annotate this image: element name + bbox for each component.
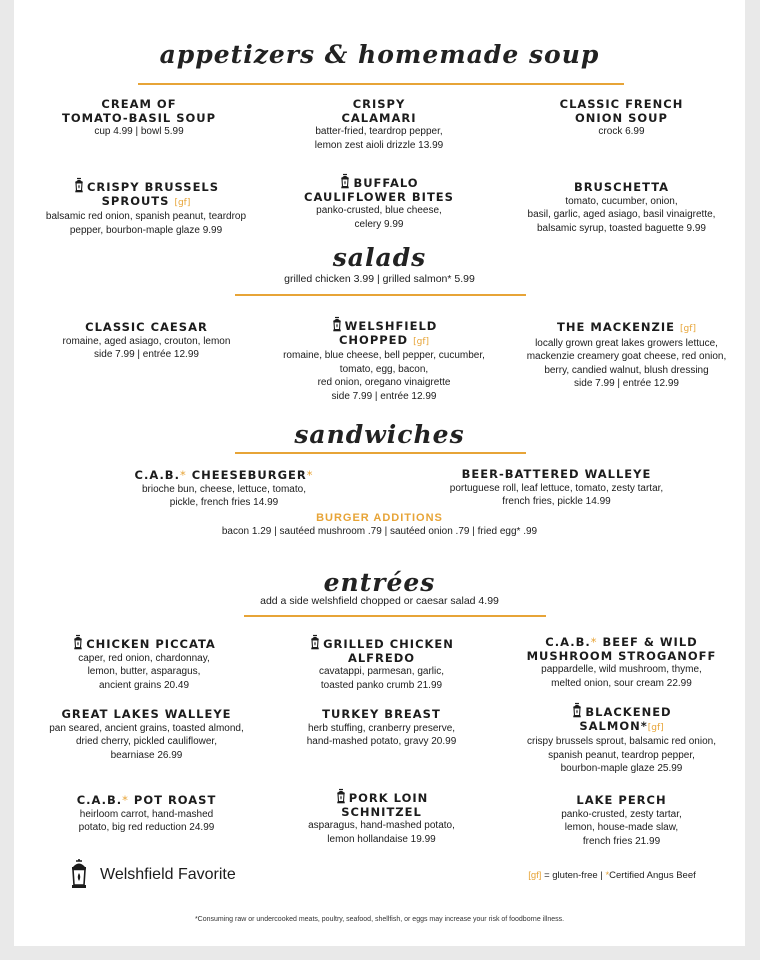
menu-item-welshfield-chopped [269, 316, 499, 403]
menu-item-beef-stroganoff [504, 636, 739, 690]
item-description: side 7.99 | entrée 12.99 [94, 349, 199, 360]
favorite-legend [68, 858, 328, 892]
menu-item-bruschetta [509, 181, 734, 235]
item-description: cup 4.99 | bowl 5.99 [94, 126, 184, 137]
item-description: lemon zest aioli drizzle 13.99 [314, 139, 444, 151]
item-name: CHOPPED [338, 332, 409, 347]
item-description: bourbon-maple glaze 25.99 [560, 763, 683, 774]
item-name: ALFREDO [347, 650, 416, 665]
item-name: THE MACKENZIE [557, 320, 676, 334]
sandwiches-heading: sandwiches [294, 420, 465, 449]
item-name: SCHNITZEL [341, 804, 422, 819]
entrees-heading: entrées [323, 568, 436, 597]
item-name: ONION SOUP [575, 110, 668, 125]
foodborne-illness-disclaimer: *Consuming raw or undercooked meats, poultry, seafood, shellfish, or eggs may increase your risk of foodborne illness. [194, 916, 565, 923]
gluten-free-badge: [gf] [680, 324, 696, 334]
item-description: french fries, pickle 14.99 [502, 496, 611, 507]
lantern-icon [335, 788, 347, 804]
item-name: SPROUTS [101, 193, 170, 208]
item-description: portuguese roll, leaf lettuce, tomato, zesty tartar, [449, 482, 664, 494]
item-name: CRISPY [352, 97, 406, 111]
item-name: CALAMARI [341, 110, 417, 125]
cab-mark: * [306, 468, 314, 482]
lantern-icon [68, 858, 90, 890]
menu-item-pork-loin-schnitzel [279, 788, 484, 846]
item-description: bearniase 26.99 [110, 749, 183, 761]
lantern-icon [571, 702, 583, 718]
menu-item-grilled-chicken-alfredo [279, 634, 484, 692]
menu-item-cab-cheeseburger [104, 469, 344, 510]
cab-mark: * [590, 635, 598, 649]
burger-additions-title: BURGER ADDITIONS [316, 512, 443, 524]
item-description: batter-fried, teardrop pepper, [315, 126, 443, 137]
item-name: TOMATO-BASIL SOUP [61, 110, 217, 125]
item-name: SALMON* [579, 718, 648, 733]
item-name: BEER-BATTERED WALLEYE [461, 467, 652, 481]
gluten-free-badge: [gf] [174, 197, 191, 208]
item-description: crock 6.99 [598, 126, 645, 137]
cab-legend-text: Certified Angus Beef [609, 870, 696, 881]
item-description: pan seared, ancient grains, toasted almond, [49, 722, 244, 734]
item-description: red onion, oregano vinaigrette [317, 377, 451, 388]
item-description: brioche bun, cheese, lettuce, tomato, [142, 483, 306, 495]
lantern-icon [339, 173, 351, 189]
item-name: CAULIFLOWER BITES [304, 189, 454, 204]
menu-item-crispy-calamari [269, 98, 489, 152]
item-name-prefix: C.A.B. [134, 468, 180, 482]
item-name: BUFFALO [353, 176, 419, 190]
item-description: pickle, french fries 14.99 [169, 497, 279, 508]
symbols-legend [492, 870, 732, 881]
item-description: toasted panko crumb 21.99 [320, 679, 443, 691]
gluten-free-badge: [gf] [647, 722, 664, 733]
appetizers-divider [138, 83, 624, 85]
menu-item-cauliflower-bites [269, 173, 489, 231]
menu-item-tomato-basil-soup [34, 98, 244, 139]
gluten-free-badge: [gf] [528, 870, 542, 881]
item-description: balsamic syrup, toasted baguette 9.99 [537, 222, 706, 234]
item-description: herb stuffing, cranberry preserve, [307, 722, 456, 734]
item-name: CHICKEN PICCATA [86, 637, 216, 651]
item-description: caper, red onion, chardonnay, [78, 652, 210, 664]
item-name: GREAT LAKES WALLEYE [61, 707, 232, 721]
item-name-prefix: C.A.B. [545, 635, 591, 649]
entrees-side-note: add a side welshfield chopped or caesar salad 4.99 [260, 595, 499, 607]
salads-divider [235, 294, 526, 296]
menu-item-turkey-breast [279, 708, 484, 749]
item-description: tomato, cucumber, onion, [565, 195, 678, 207]
gluten-free-legend-text: = gluten-free | [541, 870, 606, 881]
menu-item-blackened-salmon [504, 702, 739, 776]
menu-item-cab-pot-roast [44, 794, 249, 835]
item-name: MUSHROOM STROGANOFF [526, 648, 717, 663]
menu-item-classic-caesar [44, 321, 249, 362]
item-name: LAKE PERCH [576, 793, 667, 807]
gluten-free-badge: [gf] [413, 336, 430, 347]
item-name: WELSHFIELD [344, 319, 438, 333]
item-description: romaine, blue cheese, bell pepper, cucumber, [283, 350, 485, 361]
item-description: hand-mashed potato, gravy 20.99 [306, 736, 457, 747]
item-description: asparagus, hand-mashed potato, [308, 820, 455, 831]
salads-heading: salads [332, 243, 427, 272]
item-description: crispy brussels sprout, balsamic red onion, [527, 736, 716, 747]
item-name: BEEF & WILD [597, 635, 698, 649]
item-description: lemon hollandaise 19.99 [327, 833, 436, 845]
item-name: CHEESEBURGER [186, 468, 307, 482]
item-name-prefix: C.A.B. [76, 793, 123, 807]
menu-item-brussels-sprouts [28, 177, 264, 237]
item-description: ancient grains 20.49 [98, 679, 190, 691]
item-description: locally grown great lakes growers lettuce, [535, 337, 718, 349]
item-name: CREAM OF [101, 97, 177, 111]
item-description: spanish peanut, teardrop pepper, [548, 749, 695, 761]
item-description: cavatappi, parmesan, garlic, [318, 666, 445, 677]
item-name: CLASSIC CAESAR [85, 320, 208, 334]
item-description: romaine, aged asiago, crouton, lemon [62, 335, 231, 347]
item-description: tomato, egg, bacon, [339, 363, 429, 375]
salads-addons: grilled chicken 3.99 | grilled salmon* 5.99 [284, 273, 475, 285]
menu-item-chicken-piccata [44, 634, 244, 692]
menu-item-french-onion-soup [514, 98, 729, 139]
item-description: lemon, house-made slaw, [564, 822, 679, 833]
item-description: berry, candied walnut, blush dressing [544, 364, 709, 376]
item-name: TURKEY BREAST [322, 707, 441, 721]
item-description: mackenzie creamery goat cheese, red onion, [526, 351, 727, 362]
item-description: dried cherry, pickled cauliflower, [76, 736, 217, 747]
item-name: POT ROAST [128, 793, 217, 807]
item-description: heirloom carrot, hand-mashed [79, 808, 214, 820]
menu-item-great-lakes-walleye [34, 708, 259, 762]
cab-mark: * [179, 468, 187, 482]
menu-item-lake-perch [514, 794, 729, 848]
item-description: panko-crusted, zesty tartar, [561, 808, 682, 820]
sandwiches-divider [235, 452, 526, 454]
entrees-divider [244, 615, 546, 617]
cab-mark: * [122, 793, 129, 807]
item-description: pappardelle, wild mushroom, thyme, [541, 664, 702, 675]
menu-item-the-mackenzie [514, 321, 739, 391]
item-description: melted onion, sour cream 22.99 [551, 677, 692, 689]
item-description: french fries 21.99 [582, 835, 661, 847]
item-name: BLACKENED [585, 705, 672, 719]
lantern-icon [309, 634, 321, 650]
item-description: side 7.99 | entrée 12.99 [574, 378, 679, 389]
appetizers-heading: appetizers & homemade soup [159, 40, 600, 69]
favorite-legend-label: Welshfield Favorite [100, 866, 236, 883]
burger-additions-list: bacon 1.29 | sautéed mushroom .79 | sautéed onion .79 | fried egg* .99 [221, 526, 538, 537]
item-name: CRISPY BRUSSELS [86, 180, 220, 194]
lantern-icon [331, 316, 343, 332]
item-description: side 7.99 | entrée 12.99 [331, 390, 437, 402]
cab-mark: * [605, 870, 610, 881]
lantern-icon [72, 634, 84, 650]
item-description: celery 9.99 [354, 218, 404, 230]
item-name: GRILLED CHICKEN [323, 637, 454, 651]
item-description: lemon, butter, asparagus, [87, 666, 201, 677]
item-description: panko-crusted, blue cheese, [316, 205, 442, 216]
item-description: potato, big red reduction 24.99 [78, 822, 215, 833]
menu-item-beer-battered-walleye [414, 468, 699, 509]
menu-page [14, 0, 745, 946]
item-description: basil, garlic, aged asiago, basil vinaigrette, [527, 209, 716, 220]
item-description: balsamic red onion, spanish peanut, teardrop [45, 211, 247, 222]
lantern-icon [73, 177, 85, 193]
item-name: CLASSIC FRENCH [559, 97, 684, 111]
item-name: PORK LOIN [348, 791, 429, 805]
item-description: pepper, bourbon-maple glaze 9.99 [69, 224, 223, 236]
item-name: BRUSCHETTA [573, 180, 670, 194]
